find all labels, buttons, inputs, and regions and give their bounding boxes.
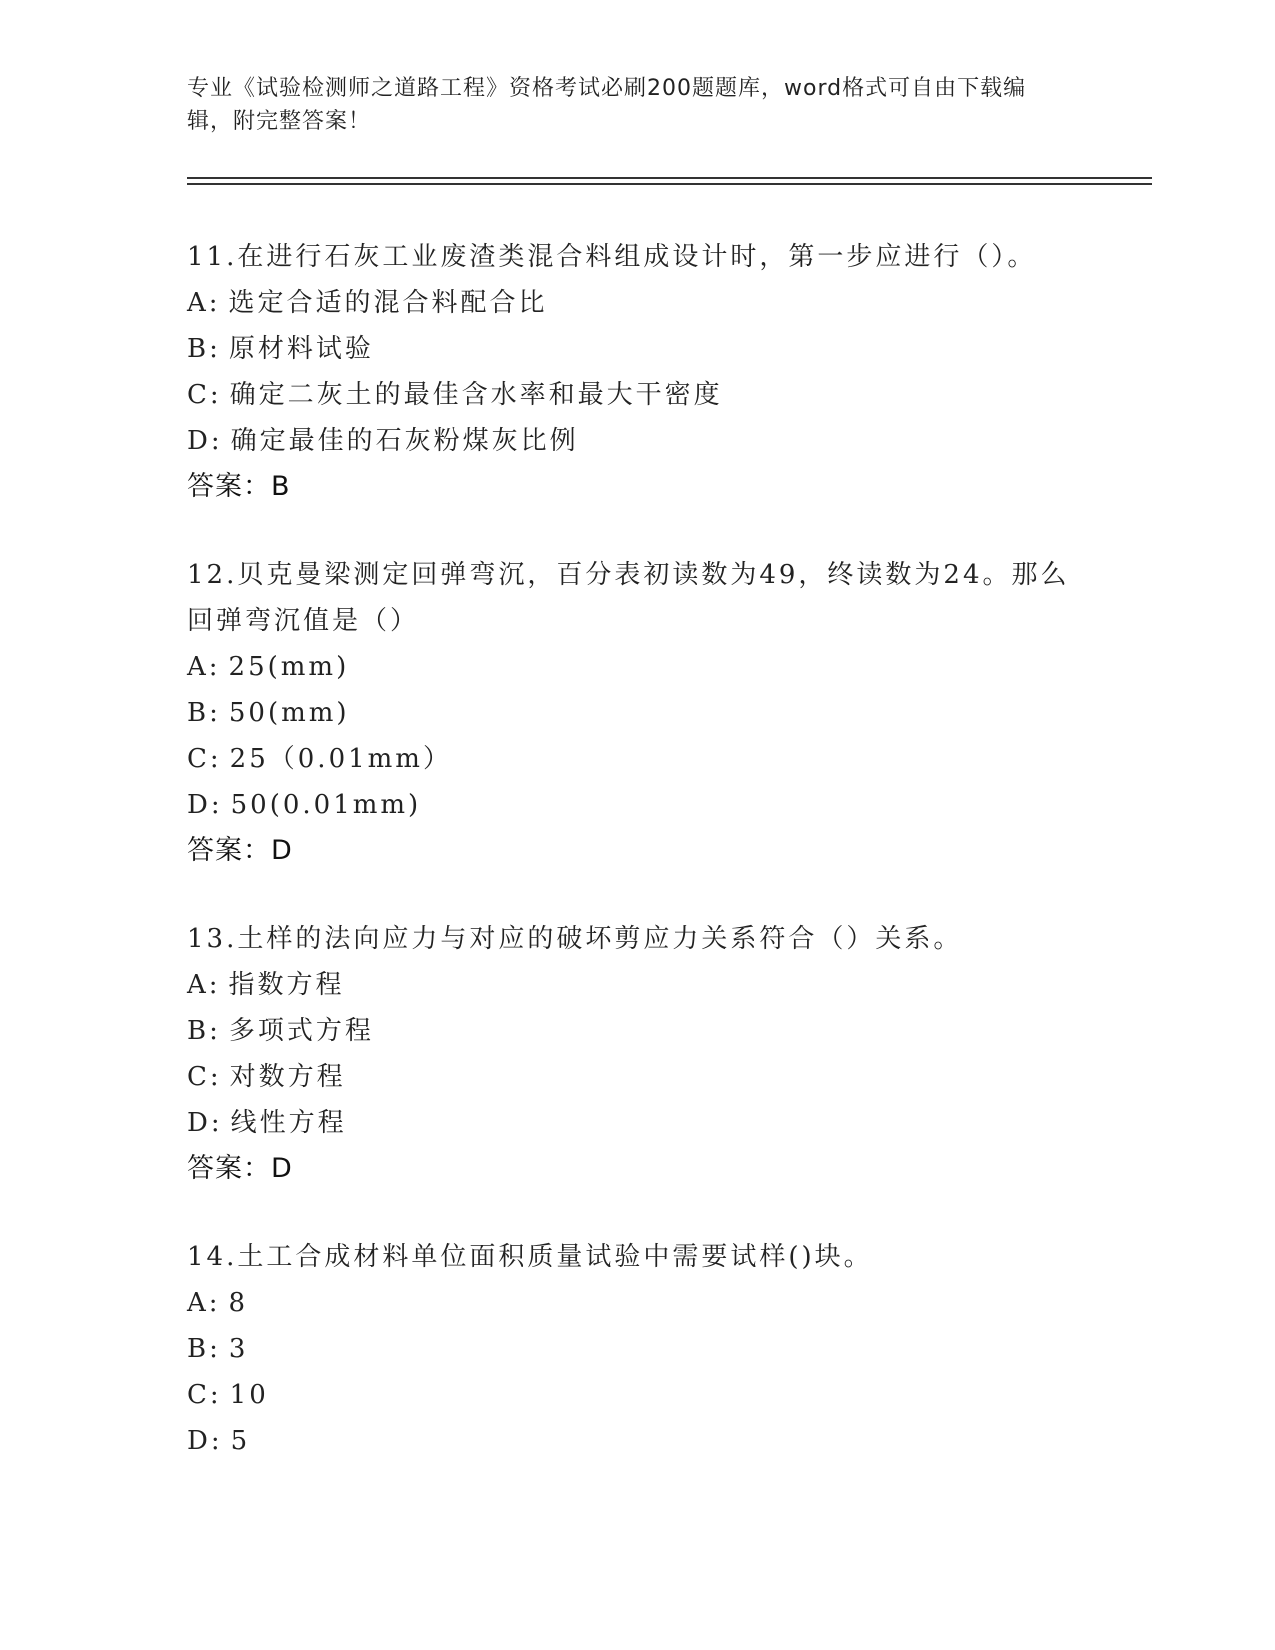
option-letter: B (187, 698, 210, 728)
option-letter: B (187, 334, 210, 364)
option-d (187, 782, 1087, 828)
option-separator: : (208, 288, 221, 318)
option-c (187, 1372, 1087, 1418)
option-separator: : (210, 790, 223, 820)
option-letter: A (187, 1288, 209, 1318)
option-text: 多项式方程 (228, 1016, 374, 1046)
option-d (187, 1418, 1087, 1464)
option-separator: : (209, 698, 221, 728)
option-text: 原材料试验 (228, 334, 374, 364)
option-separator: : (209, 334, 221, 364)
question-12 (187, 552, 1087, 874)
question-stem: 12.贝克曼梁测定回弹弯沉，百分表初读数为49，终读数为24。那么回弹弯沉值是（） (187, 560, 1070, 636)
option-letter: A (187, 652, 209, 682)
option-text: 指数方程 (228, 970, 345, 1000)
option-separator: : (208, 652, 221, 682)
question-13 (187, 916, 1087, 1192)
option-letter: C (187, 744, 210, 774)
option-separator: : (209, 1016, 221, 1046)
option-separator: : (209, 1380, 222, 1410)
option-d (187, 1100, 1087, 1146)
option-letter: A (187, 288, 209, 318)
option-separator: : (209, 744, 222, 774)
option-letter: B (187, 1016, 210, 1046)
option-separator: : (209, 1334, 221, 1364)
option-letter: C (187, 380, 210, 410)
option-b (187, 326, 1087, 372)
question-stem: 11.在进行石灰工业废渣类混合料组成设计时，第一步应进行（）。 (187, 242, 1037, 272)
option-c (187, 1054, 1087, 1100)
option-separator: : (209, 380, 222, 410)
option-b (187, 690, 1087, 736)
option-text: 线性方程 (230, 1108, 347, 1138)
option-text: 3 (228, 1334, 249, 1364)
option-separator: : (210, 1108, 223, 1138)
option-text: 8 (228, 1288, 249, 1318)
option-letter: D (187, 1426, 211, 1456)
option-text: 50(0.01mm) (230, 790, 422, 820)
option-b (187, 1008, 1087, 1054)
header-divider-top (187, 177, 1152, 179)
option-a (187, 1280, 1087, 1326)
option-a (187, 962, 1087, 1008)
option-separator: : (210, 1426, 223, 1456)
option-letter: C (187, 1380, 210, 1410)
option-letter: D (187, 1108, 211, 1138)
question-stem: 13.土样的法向应力与对应的破坏剪应力关系符合（）关系。 (187, 924, 963, 954)
option-b (187, 1326, 1087, 1372)
option-text: 确定最佳的石灰粉煤灰比例 (230, 426, 579, 456)
option-d (187, 418, 1087, 464)
header-title: 专业《试验检测师之道路工程》资格考试必刷200题题库，word格式可自由下载编辑，附完整答案！ (187, 76, 1027, 134)
option-letter: B (187, 1334, 210, 1364)
option-text: 10 (229, 1380, 269, 1410)
option-letter: C (187, 1062, 210, 1092)
option-text: 25（0.01mm） (229, 744, 452, 774)
question-list (187, 234, 1087, 1506)
option-a (187, 280, 1087, 326)
option-letter: A (187, 970, 209, 1000)
header-divider-bottom (187, 183, 1152, 185)
answer-line: 答案：B (187, 471, 291, 502)
document-header (187, 72, 1067, 138)
option-text: 确定二灰土的最佳含水率和最大干密度 (229, 380, 723, 410)
question-14 (187, 1234, 1087, 1464)
option-letter: D (187, 426, 211, 456)
option-text: 50(mm) (228, 698, 350, 728)
option-letter: D (187, 790, 211, 820)
option-text: 选定合适的混合料配合比 (228, 288, 548, 318)
option-text: 对数方程 (229, 1062, 346, 1092)
option-text: 5 (230, 1426, 251, 1456)
option-c (187, 736, 1087, 782)
answer-line: 答案：D (187, 1153, 293, 1184)
question-11 (187, 234, 1087, 510)
question-stem: 14.土工合成材料单位面积质量试验中需要试样()块。 (187, 1242, 873, 1272)
option-a (187, 644, 1087, 690)
option-separator: : (208, 970, 221, 1000)
option-c (187, 372, 1087, 418)
option-separator: : (208, 1288, 221, 1318)
option-text: 25(mm) (228, 652, 350, 682)
option-separator: : (209, 1062, 222, 1092)
answer-line: 答案：D (187, 835, 293, 866)
option-separator: : (210, 426, 223, 456)
